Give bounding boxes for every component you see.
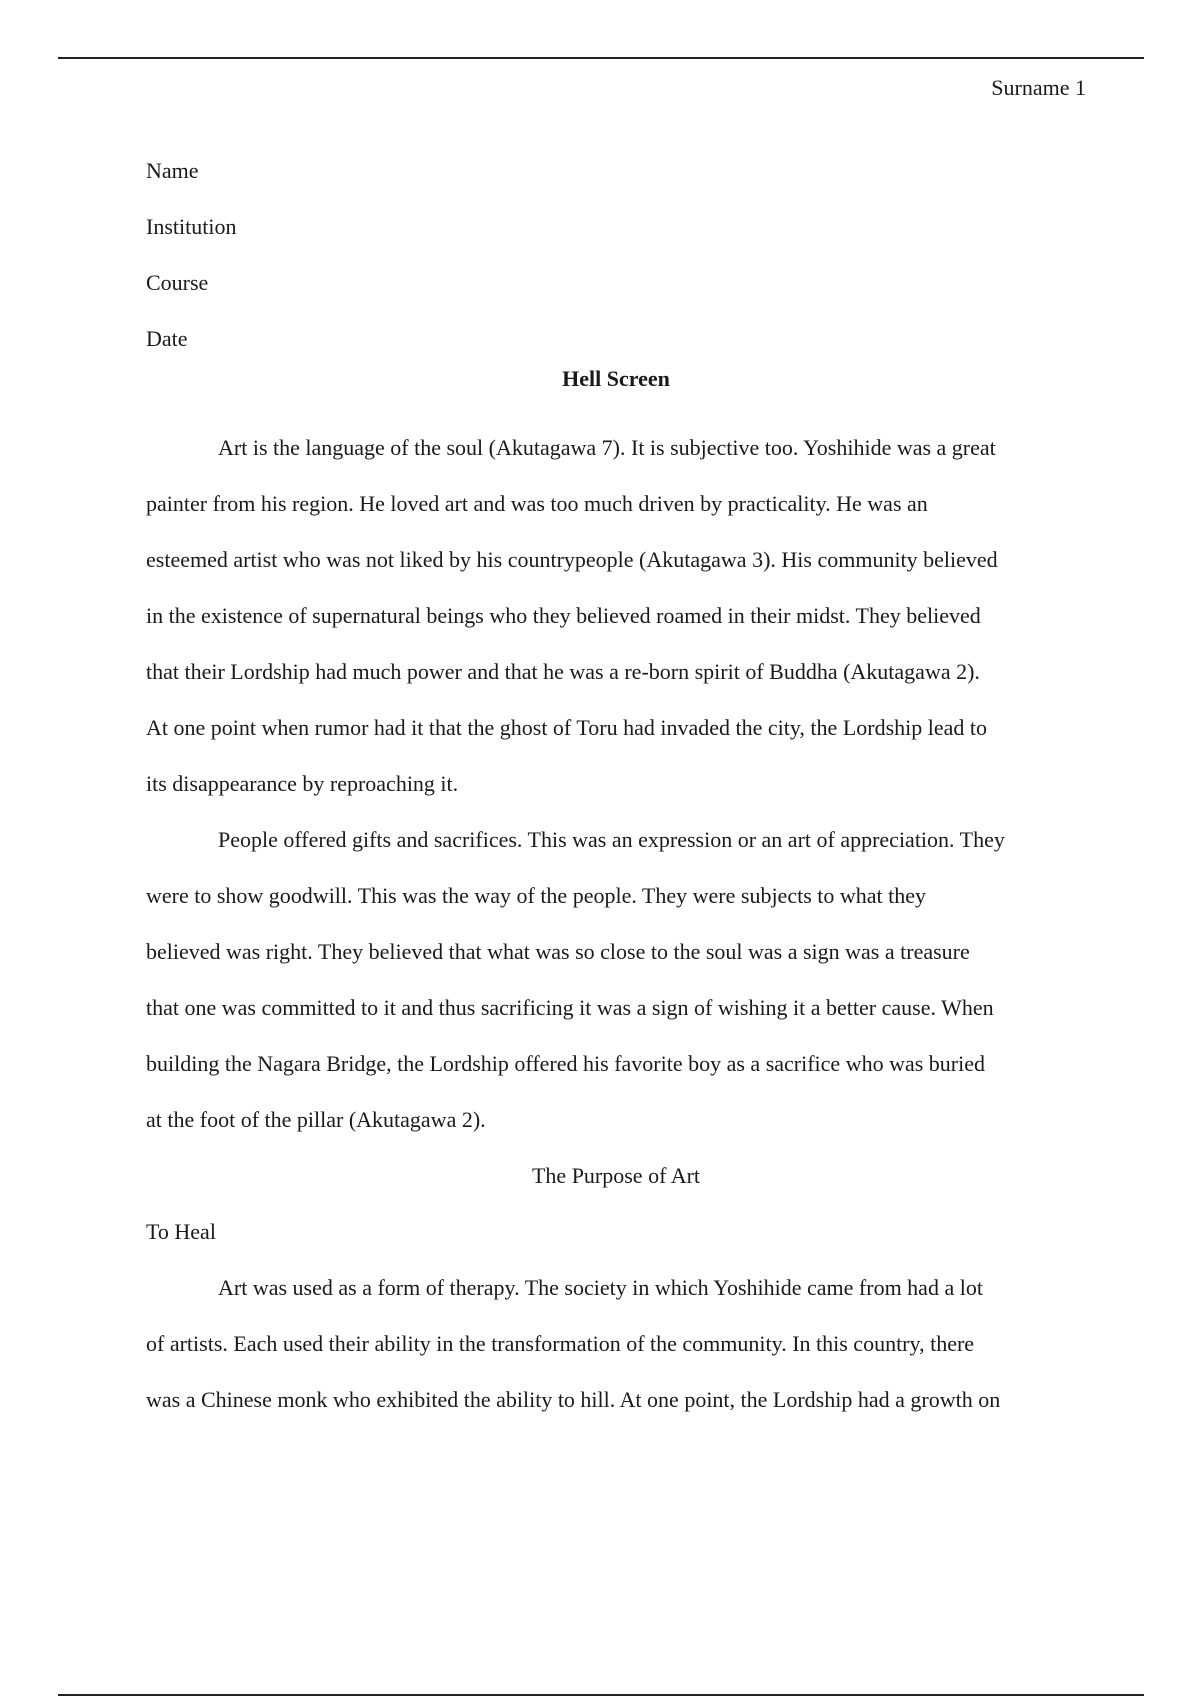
paragraph-line: was a Chinese monk who exhibited the ability to hill. At one point, the Lordship had a growth on [146,1387,1001,1412]
author-course: Course [146,270,209,295]
paragraph-2 [146,812,1086,1148]
author-block [146,143,1086,367]
top-rule [58,57,1144,59]
paragraph-line: esteemed artist who was not liked by his countrypeople (Akutagawa 3). His community believed [146,547,998,572]
paragraph-line: building the Nagara Bridge, the Lordship offered his favorite boy as a sacrifice who was buried [146,1051,985,1076]
paragraph-line: its disappearance by reproaching it. [146,771,459,796]
paragraph-line: believed was right. They believed that what was so close to the soul was a sign was a treasure [146,939,970,964]
paragraph-3 [146,1260,1086,1428]
running-head: Surname 1 [991,75,1086,100]
paragraph-line: in the existence of supernatural beings who they believed roamed in their midst. They believed [146,603,981,628]
subsection-heading: To Heal [146,1219,216,1244]
document-title: Hell Screen [562,366,670,391]
bottom-rule [58,1694,1144,1696]
document-body [146,420,1086,1428]
author-name: Name [146,158,199,183]
paragraph-line: People offered gifts and sacrifices. This was an expression or an art of appreciation. They [218,827,1005,852]
paragraph-line: Art is the language of the soul (Akutagawa 7). It is subjective too. Yoshihide was a great [218,435,996,460]
section-heading: The Purpose of Art [531,1163,701,1188]
paragraph-line: that one was committed to it and thus sacrificing it was a sign of wishing it a better cause. When [146,995,994,1020]
paragraph-line: that their Lordship had much power and that he was a re-born spirit of Buddha (Akutagawa 2). [146,659,980,684]
author-date: Date [146,326,188,351]
paragraph-line: of artists. Each used their ability in the transformation of the community. In this country, there [146,1331,975,1356]
author-institution: Institution [146,214,237,239]
paragraph-line: painter from his region. He loved art and was too much driven by practicality. He was an [146,491,928,516]
paragraph-line: Art was used as a form of therapy. The society in which Yoshihide came from had a lot [218,1275,983,1300]
paragraph-1 [146,420,1086,812]
paragraph-line: were to show goodwill. This was the way of the people. They were subjects to what they [146,883,927,908]
paragraph-line: At one point when rumor had it that the ghost of Toru had invaded the city, the Lordship lead to [146,715,988,740]
paragraph-line: at the foot of the pillar (Akutagawa 2). [146,1107,486,1132]
